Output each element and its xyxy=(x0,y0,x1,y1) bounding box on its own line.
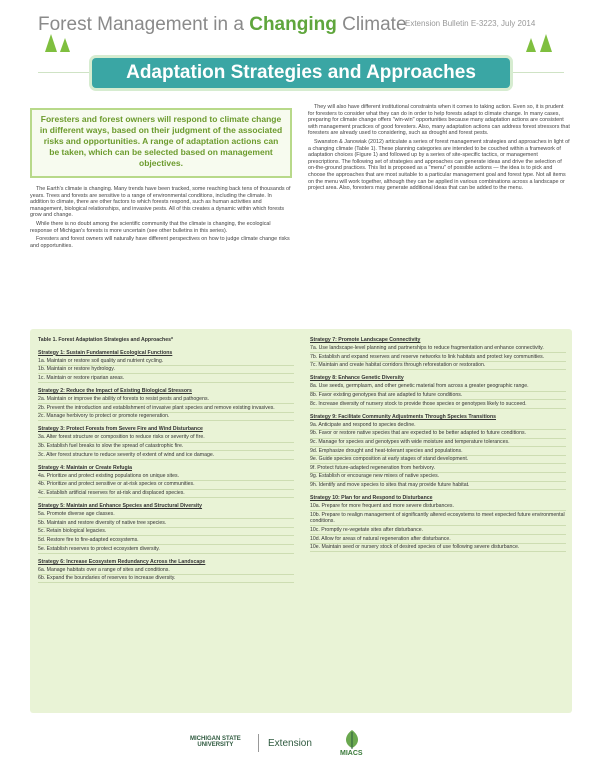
footer-divider xyxy=(258,734,259,752)
left-column xyxy=(30,186,292,251)
approach-item: 2b. Prevent the introduction and establishment of invasive plant species and remove existing invasives. xyxy=(38,404,294,413)
strategy-block xyxy=(310,375,566,408)
approach-item: 9b. Favor or restore native species that are expected to be better adapted to future conditions. xyxy=(310,430,566,439)
strategy-block xyxy=(310,495,566,552)
header-title: Forest Management in a Changing Climate xyxy=(38,14,407,35)
strategy-title: Strategy 9: Facilitate Community Adjustments Through Species Transitions xyxy=(310,413,497,420)
approach-item: 4c. Establish artificial reserves for at-risk and displaced species. xyxy=(38,490,294,499)
tree-icon xyxy=(526,38,536,52)
approach-item: 10e. Maintain seed or nursery stock of desired species of use following severe disturbance. xyxy=(310,544,566,553)
table-left-column xyxy=(38,337,294,588)
strategy-title: Strategy 8: Enhance Genetic Diversity xyxy=(310,375,404,382)
approach-item: 6a. Manage habitats over a range of sites and conditions. xyxy=(38,566,294,575)
approach-item: 9e. Guide species composition at early stages of stand development. xyxy=(310,456,566,465)
approach-item: 3c. Alter forest structure to reduce severity of extent of wind and ice damage. xyxy=(38,451,294,460)
approach-item: 5d. Restore fire to fire-adapted ecosystems. xyxy=(38,536,294,545)
approach-item: 6b. Expand the boundaries of reserves to increase diversity. xyxy=(38,575,294,584)
body-paragraph: They will also have different institutional constraints when it comes to taking action. Even so, it is prudent for foresters to consider what they can do in order to help forests adapt to climate change. In many cases, preparing for climate change offers "win-win" opportunities because many adaptation actions are consistent with management practices of good foresters. Also, many adaptation actions can address forest stressors that foresters are already used to considering, such as drought and forest pests. xyxy=(308,104,570,137)
approach-item: 7a. Use landscape-level planning and partnerships to reduce fragmentation and enhance connectivity. xyxy=(310,345,566,354)
body-paragraph: While there is no doubt among the scientific community that the climate is changing, the ecological response of Michigan's forests is more uncertain (see other bulletins in this series). xyxy=(30,220,271,234)
callout-box: Foresters and forest owners will respond to climate change in different ways, based on their judgment of the associated risks and opportunities. A range of adaptation actions can be taken, which can be selected based on management objectives. xyxy=(30,108,292,178)
approach-item: 2a. Maintain or improve the ability of forests to resist pests and pathogens. xyxy=(38,396,294,405)
approach-item: 3b. Establish fuel breaks to slow the spread of catastrophic fire. xyxy=(38,443,294,452)
strategy-title: Strategy 5: Maintain and Enhance Species and Structural Diversity xyxy=(38,503,203,510)
tree-icon xyxy=(540,34,552,52)
table-right-column xyxy=(310,337,566,557)
approach-item: 8c. Increase diversity of nursery stock to provide those species or genotypes likely to succeed. xyxy=(310,400,566,409)
approach-item: 5e. Establish reserves to protect ecosystem diversity. xyxy=(38,545,294,554)
strategy-block xyxy=(38,388,294,421)
approach-item: 4a. Prioritize and protect existing populations on unique sites. xyxy=(38,472,294,481)
strategy-block xyxy=(38,465,294,498)
strategy-block xyxy=(38,350,294,383)
page-banner: Adaptation Strategies and Approaches xyxy=(92,58,510,88)
approach-item: 3a. Alter forest structure or composition to reduce risks or severity of fire. xyxy=(38,434,294,443)
footer xyxy=(0,728,600,777)
approach-item: 9h. Identify and move species to sites that may provide future habitat. xyxy=(310,482,566,491)
approach-item: 10b. Prepare to realign management of significantly altered ecosystems to meet expected future environmental conditions. xyxy=(310,511,566,526)
strategy-title: Strategy 7: Promote Landscape Connectivity xyxy=(310,337,421,343)
tree-icon xyxy=(45,34,57,52)
strategy-title: Strategy 3: Protect Forests from Severe Fire and Wind Disturbance xyxy=(38,426,203,433)
strategy-block xyxy=(38,559,294,584)
body-paragraph: Swanston & Janowiak (2012) articulate a series of forest management strategies and approaches in light of a changing climate (Table 1). These planning categories are intended to be couched within a framework of adaptation choices (Figure 1) and followed up by a series of site-specific tactics, or management prescriptions. The following set of strategies and approaches can generate ideas and drive the selection of on-the-ground practices. This list is proposed as a "menu" of possible actions — the idea is to pick and choose the approaches that are most suitable to a particular management goal and forest type. Not all items on the menu will work together, although they can be applied in various combinations across a landscape or project area. Also, foresters may generate additional ideas that can be added to the menu. xyxy=(308,138,570,192)
strategy-block xyxy=(310,414,566,490)
approach-item: 9d. Emphasize drought and heat-tolerant species and populations. xyxy=(310,447,566,456)
strategies-table xyxy=(30,329,572,713)
approach-item: 9g. Establish or encourage new mixes of native species. xyxy=(310,473,566,482)
approach-item: 9c. Manage for species and genotypes with wide moisture and temperature tolerances. xyxy=(310,439,566,448)
header xyxy=(0,0,600,60)
strategy-block xyxy=(310,337,566,370)
table-title: Table 1. Forest Adaptation Strategies and Approaches* xyxy=(38,337,173,343)
approach-item: 7b. Establish and expand reserves and reserve networks to link habitats and protect key communities. xyxy=(310,353,566,362)
bulletin-number: Extension Bulletin E-3223, July 2014 xyxy=(405,19,536,28)
approach-item: 9a. Anticipate and respond to species decline. xyxy=(310,421,566,430)
approach-item: 1b. Maintain or restore hydrology. xyxy=(38,366,294,375)
strategy-block xyxy=(38,426,294,459)
approach-item: 2c. Manage herbivory to protect or promote regeneration. xyxy=(38,413,294,422)
strategy-title: Strategy 10: Plan for and Respond to Disturbance xyxy=(310,495,433,502)
body-paragraph: Foresters and forest owners will naturally have different perspectives on how to judge climate change risks and opportunities. xyxy=(30,236,290,249)
approach-item: 8b. Favor existing genotypes that are adapted to future conditions. xyxy=(310,392,566,401)
approach-item: 5b. Maintain and restore diversity of native tree species. xyxy=(38,519,294,528)
approach-item: 1a. Maintain or restore soil quality and nutrient cycling. xyxy=(38,357,294,366)
approach-item: 7c. Maintain and create habitat corridors through reforestation or restoration. xyxy=(310,362,566,371)
strategy-title: Strategy 6: Increase Ecosystem Redundancy Across the Landscape xyxy=(38,558,206,565)
body-paragraph: The Earth's climate is changing. Many trends have been tracked, some reaching back tens of thousands of years. Trees and forests are sensitive to a range of environmental conditions, including the climate. In addition to climate, there are other factors to which forests respond, such as human activities and management, biological relationships, and invasive pests. All of this creates a dynamic within which forests grow and change. xyxy=(30,186,291,219)
right-column xyxy=(308,104,570,194)
approach-item: 4b. Prioritize and protect sensitive or at-risk species or communities. xyxy=(38,481,294,490)
approach-item: 5c. Retain biological legacies. xyxy=(38,528,294,537)
approach-item: 10d. Allow for areas of natural regeneration after disturbance. xyxy=(310,535,566,544)
approach-item: 8a. Use seeds, germplasm, and other genetic material from across a greater geographic range. xyxy=(310,383,566,392)
strategy-title: Strategy 1: Sustain Fundamental Ecological Functions xyxy=(38,349,173,356)
strategy-block xyxy=(38,503,294,554)
tree-icon xyxy=(60,38,70,52)
nisc-logo: MIACS xyxy=(340,750,363,757)
approach-item: 9f. Protect future-adapted regeneration from herbivory. xyxy=(310,464,566,473)
approach-item: 1c. Maintain or restore riparian areas. xyxy=(38,374,294,383)
leaf-icon xyxy=(340,728,364,750)
strategy-title: Strategy 4: Maintain or Create Refugia xyxy=(38,464,132,471)
strategy-title: Strategy 2: Reduce the Impact of Existing Biological Stressors xyxy=(38,387,192,394)
approach-item: 5a. Promote diverse age classes. xyxy=(38,511,294,520)
approach-item: 10c. Promptly re-vegetate sites after disturbance. xyxy=(310,526,566,535)
approach-item: 10a. Prepare for more frequent and more severe disturbances. xyxy=(310,503,566,512)
extension-label: Extension xyxy=(268,738,312,749)
msu-logo: MICHIGAN STATE UNIVERSITY xyxy=(190,736,241,748)
